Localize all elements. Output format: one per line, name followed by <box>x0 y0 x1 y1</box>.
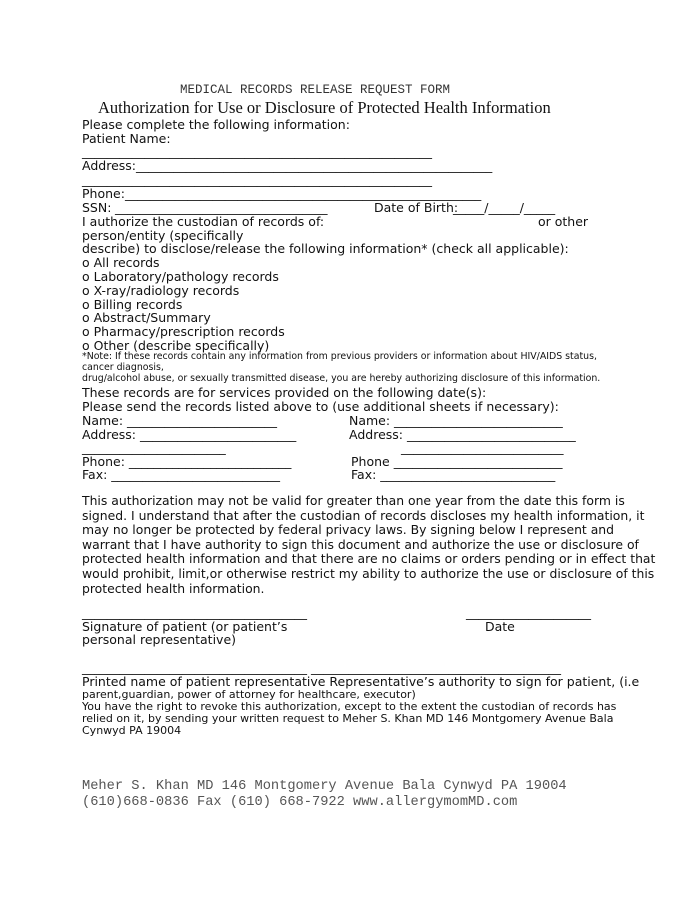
address-field[interactable]: _________________________________________________________ <box>136 158 493 173</box>
phone-label: Phone: <box>82 186 125 201</box>
signature-field[interactable]: ____________________________________ <box>82 605 307 620</box>
date-field[interactable]: ____________________ <box>466 605 591 620</box>
printed-name-field[interactable]: ____________________________________ ________________________________________ <box>82 660 561 675</box>
authorize-text: I authorize the custodian of records of: <box>82 214 325 229</box>
option-pharmacy-records[interactable]: o Pharmacy/prescription records <box>82 324 285 339</box>
paragraph-line: This authorization may not be valid for greater than one year from the date this form is <box>82 493 625 508</box>
dob-field[interactable]: _____/_____/_____ <box>453 200 556 215</box>
address-label: Address: <box>82 158 136 173</box>
date-label: Date <box>485 619 515 634</box>
signature-label-1: Signature of patient (or patient’s <box>82 619 288 634</box>
or-other-text: or other <box>538 214 589 229</box>
dob-label: Date of Birth: <box>374 200 459 215</box>
parent-text: parent,guardian, power of attorney for healthcare, executor) <box>82 688 416 701</box>
option-lab-records[interactable]: o Laboratory/pathology records <box>82 269 279 284</box>
right-name-field[interactable]: Name: ___________________________ <box>349 413 563 428</box>
left-fax-field[interactable]: Fax: ___________________________ <box>82 467 281 482</box>
note-line-1: *Note: If these records contain any information from previous providers or information about HIV/AIDS status, <box>82 351 597 362</box>
paragraph-line: may no longer be protected by federal privacy laws. By signing below I represent and <box>82 522 615 538</box>
option-other[interactable]: o Other (describe specifically) <box>82 338 270 353</box>
footer-address: Meher S. Khan MD 146 Montgomery Avenue Bala Cynwyd PA 19004 <box>82 779 567 794</box>
left-address-field-2[interactable]: _______________________ <box>82 440 226 455</box>
option-all-records[interactable]: o All records <box>82 255 160 270</box>
services-dates-text: These records are for services provided on the following date(s): <box>82 385 487 400</box>
right-address-field[interactable]: Address: ___________________________ <box>349 427 576 442</box>
authorization-paragraph <box>82 494 655 596</box>
patient-name-field[interactable]: ________________________________________________________ <box>82 144 432 159</box>
person-entity-text: person/entity (specifically <box>82 228 244 243</box>
right-address-field-2[interactable]: __________________________ <box>401 440 564 455</box>
left-address-field[interactable]: Address: _________________________ <box>82 427 297 442</box>
option-xray-records[interactable]: o X-ray/radiology records <box>82 283 240 298</box>
left-phone-field[interactable]: Phone: __________________________ <box>82 454 292 469</box>
printed-name-label: Printed name of patient representative Representative’s authority to sign for patient, (i.e <box>82 674 640 689</box>
revoke-line-3: Cynwyd PA 19004 <box>82 724 182 737</box>
intro-text: Please complete the following information: <box>82 117 350 132</box>
form-subheading: Authorization for Use or Disclosure of Protected Health Information <box>98 98 551 117</box>
paragraph-line: signed. I understand that after the custodian of records discloses my health information, it <box>82 507 645 523</box>
send-records-text: Please send the records listed above to (use additional sheets if necessary): <box>82 399 559 414</box>
paragraph-line: protected health information. <box>82 580 265 596</box>
ssn-field[interactable]: __________________________________ <box>115 200 328 215</box>
ssn-label: SSN: <box>82 200 112 215</box>
describe-text: describe) to disclose/release the following information* (check all applicable): <box>82 241 569 256</box>
paragraph-line: would prohibit, limit,or otherwise restrict my ability to authorize the use or disclosure of this <box>82 565 655 581</box>
revoke-line-1: You have the right to revoke this authorization, except to the extent the custodian of records has <box>82 700 617 713</box>
paragraph-line: protected health information and that there are no claims or orders pending or in effect that <box>82 551 656 567</box>
paragraph-line: warrant that I have authority to sign this document and authorize the use or disclosure of <box>82 536 639 552</box>
form-heading: MEDICAL RECORDS RELEASE REQUEST FORM <box>180 83 451 97</box>
right-phone-field[interactable]: Phone ___________________________ <box>351 454 563 469</box>
left-name-field[interactable]: Name: ________________________ <box>82 413 278 428</box>
patient-name-label: Patient Name: <box>82 131 171 146</box>
option-billing-records[interactable]: o Billing records <box>82 297 183 312</box>
address-field-2[interactable]: ________________________________________________________ <box>82 172 432 187</box>
option-abstract-summary[interactable]: o Abstract/Summary <box>82 310 211 325</box>
phone-field[interactable]: _________________________________________________________ <box>125 186 482 201</box>
footer-contact: (610)668-0836 Fax (610) 668-7922 www.allergymomMD.com <box>82 795 518 810</box>
revoke-line-2: relied on it, by sending your written request to Meher S. Khan MD 146 Montgomery Avenue Bala <box>82 712 614 725</box>
note-line-3: drug/alcohol abuse, or sexually transmitted disease, you are hereby authorizing disclosure of this information. <box>82 373 601 384</box>
signature-label-2: personal representative) <box>82 632 237 647</box>
note-line-2: cancer diagnosis, <box>82 362 164 373</box>
right-fax-field[interactable]: Fax: ____________________________ <box>351 467 556 482</box>
